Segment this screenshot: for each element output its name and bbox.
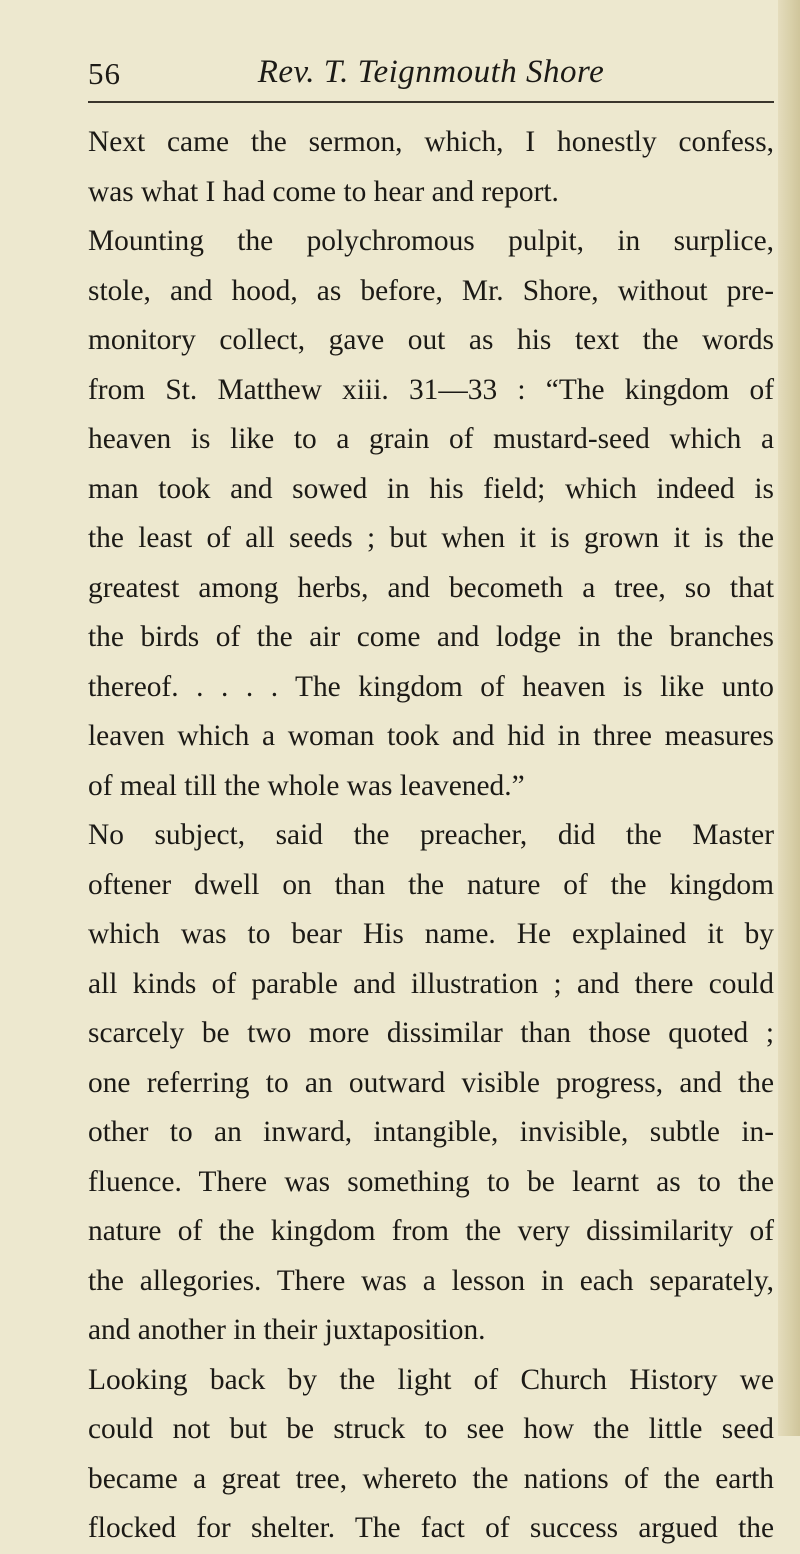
text-line: Looking back by the light of Church History we xyxy=(88,1363,774,1396)
text-line: fluence. There was something to be learnt as to the xyxy=(88,1165,774,1198)
running-title: Rev. T. Teignmouth Shore xyxy=(257,54,605,90)
text-line: one referring to an outward visible progress, and the xyxy=(88,1066,774,1099)
text-line: from St. Matthew xiii. 31—33 : “The kingdom of xyxy=(88,373,774,406)
page-edge-shadow xyxy=(778,0,800,1436)
body-text xyxy=(88,118,774,1554)
header-rule xyxy=(88,101,774,103)
text-line: could not but be struck to see how the little seed xyxy=(88,1413,774,1445)
text-line: thereof. . . . . The kingdom of heaven is like unto xyxy=(88,670,774,703)
text-line: man took and sowed in his field; which indeed is xyxy=(88,472,774,505)
text-line: greatest among herbs, and becometh a tree, so that xyxy=(88,571,774,604)
text-line: Mounting the polychromous pulpit, in surplice, xyxy=(88,225,774,257)
text-line: and another in their juxtaposition. xyxy=(88,1314,486,1346)
text-line: scarcely be two more dissimilar than those quoted ; xyxy=(88,1017,774,1049)
text-line: the least of all seeds ; but when it is grown it is the xyxy=(88,522,774,554)
text-line: Next came the sermon, which, I honestly confess, xyxy=(88,126,774,158)
page-number: 56 xyxy=(88,56,121,91)
text-line: No subject, said the preacher, did the Master xyxy=(88,819,774,851)
text-line: the birds of the air come and lodge in the branches xyxy=(88,621,774,653)
text-line: became a great tree, whereto the nations of the earth xyxy=(88,1462,774,1495)
text-line: leaven which a woman took and hid in three measures xyxy=(88,720,774,752)
text-line: monitory collect, gave out as his text the words xyxy=(88,324,774,356)
text-line: of meal till the whole was leavened.” xyxy=(88,769,525,802)
text-line: flocked for shelter. The fact of success argued the xyxy=(88,1512,774,1544)
text-line: which was to bear His name. He explained it by xyxy=(88,918,774,950)
text-line: oftener dwell on than the nature of the kingdom xyxy=(88,868,774,901)
text-line: other to an inward, intangible, invisible, subtle in- xyxy=(88,1116,774,1148)
text-line: nature of the kingdom from the very dissimilarity of xyxy=(88,1215,774,1247)
text-line: the allegories. There was a lesson in each separately, xyxy=(88,1264,774,1297)
text-line: heaven is like to a grain of mustard-seed which a xyxy=(88,423,774,455)
text-line: stole, and hood, as before, Mr. Shore, without pre- xyxy=(88,274,774,307)
page-header xyxy=(88,52,774,100)
text-line: was what I had come to hear and report. xyxy=(88,175,559,208)
text-line: all kinds of parable and illustration ; and there could xyxy=(88,967,774,1000)
